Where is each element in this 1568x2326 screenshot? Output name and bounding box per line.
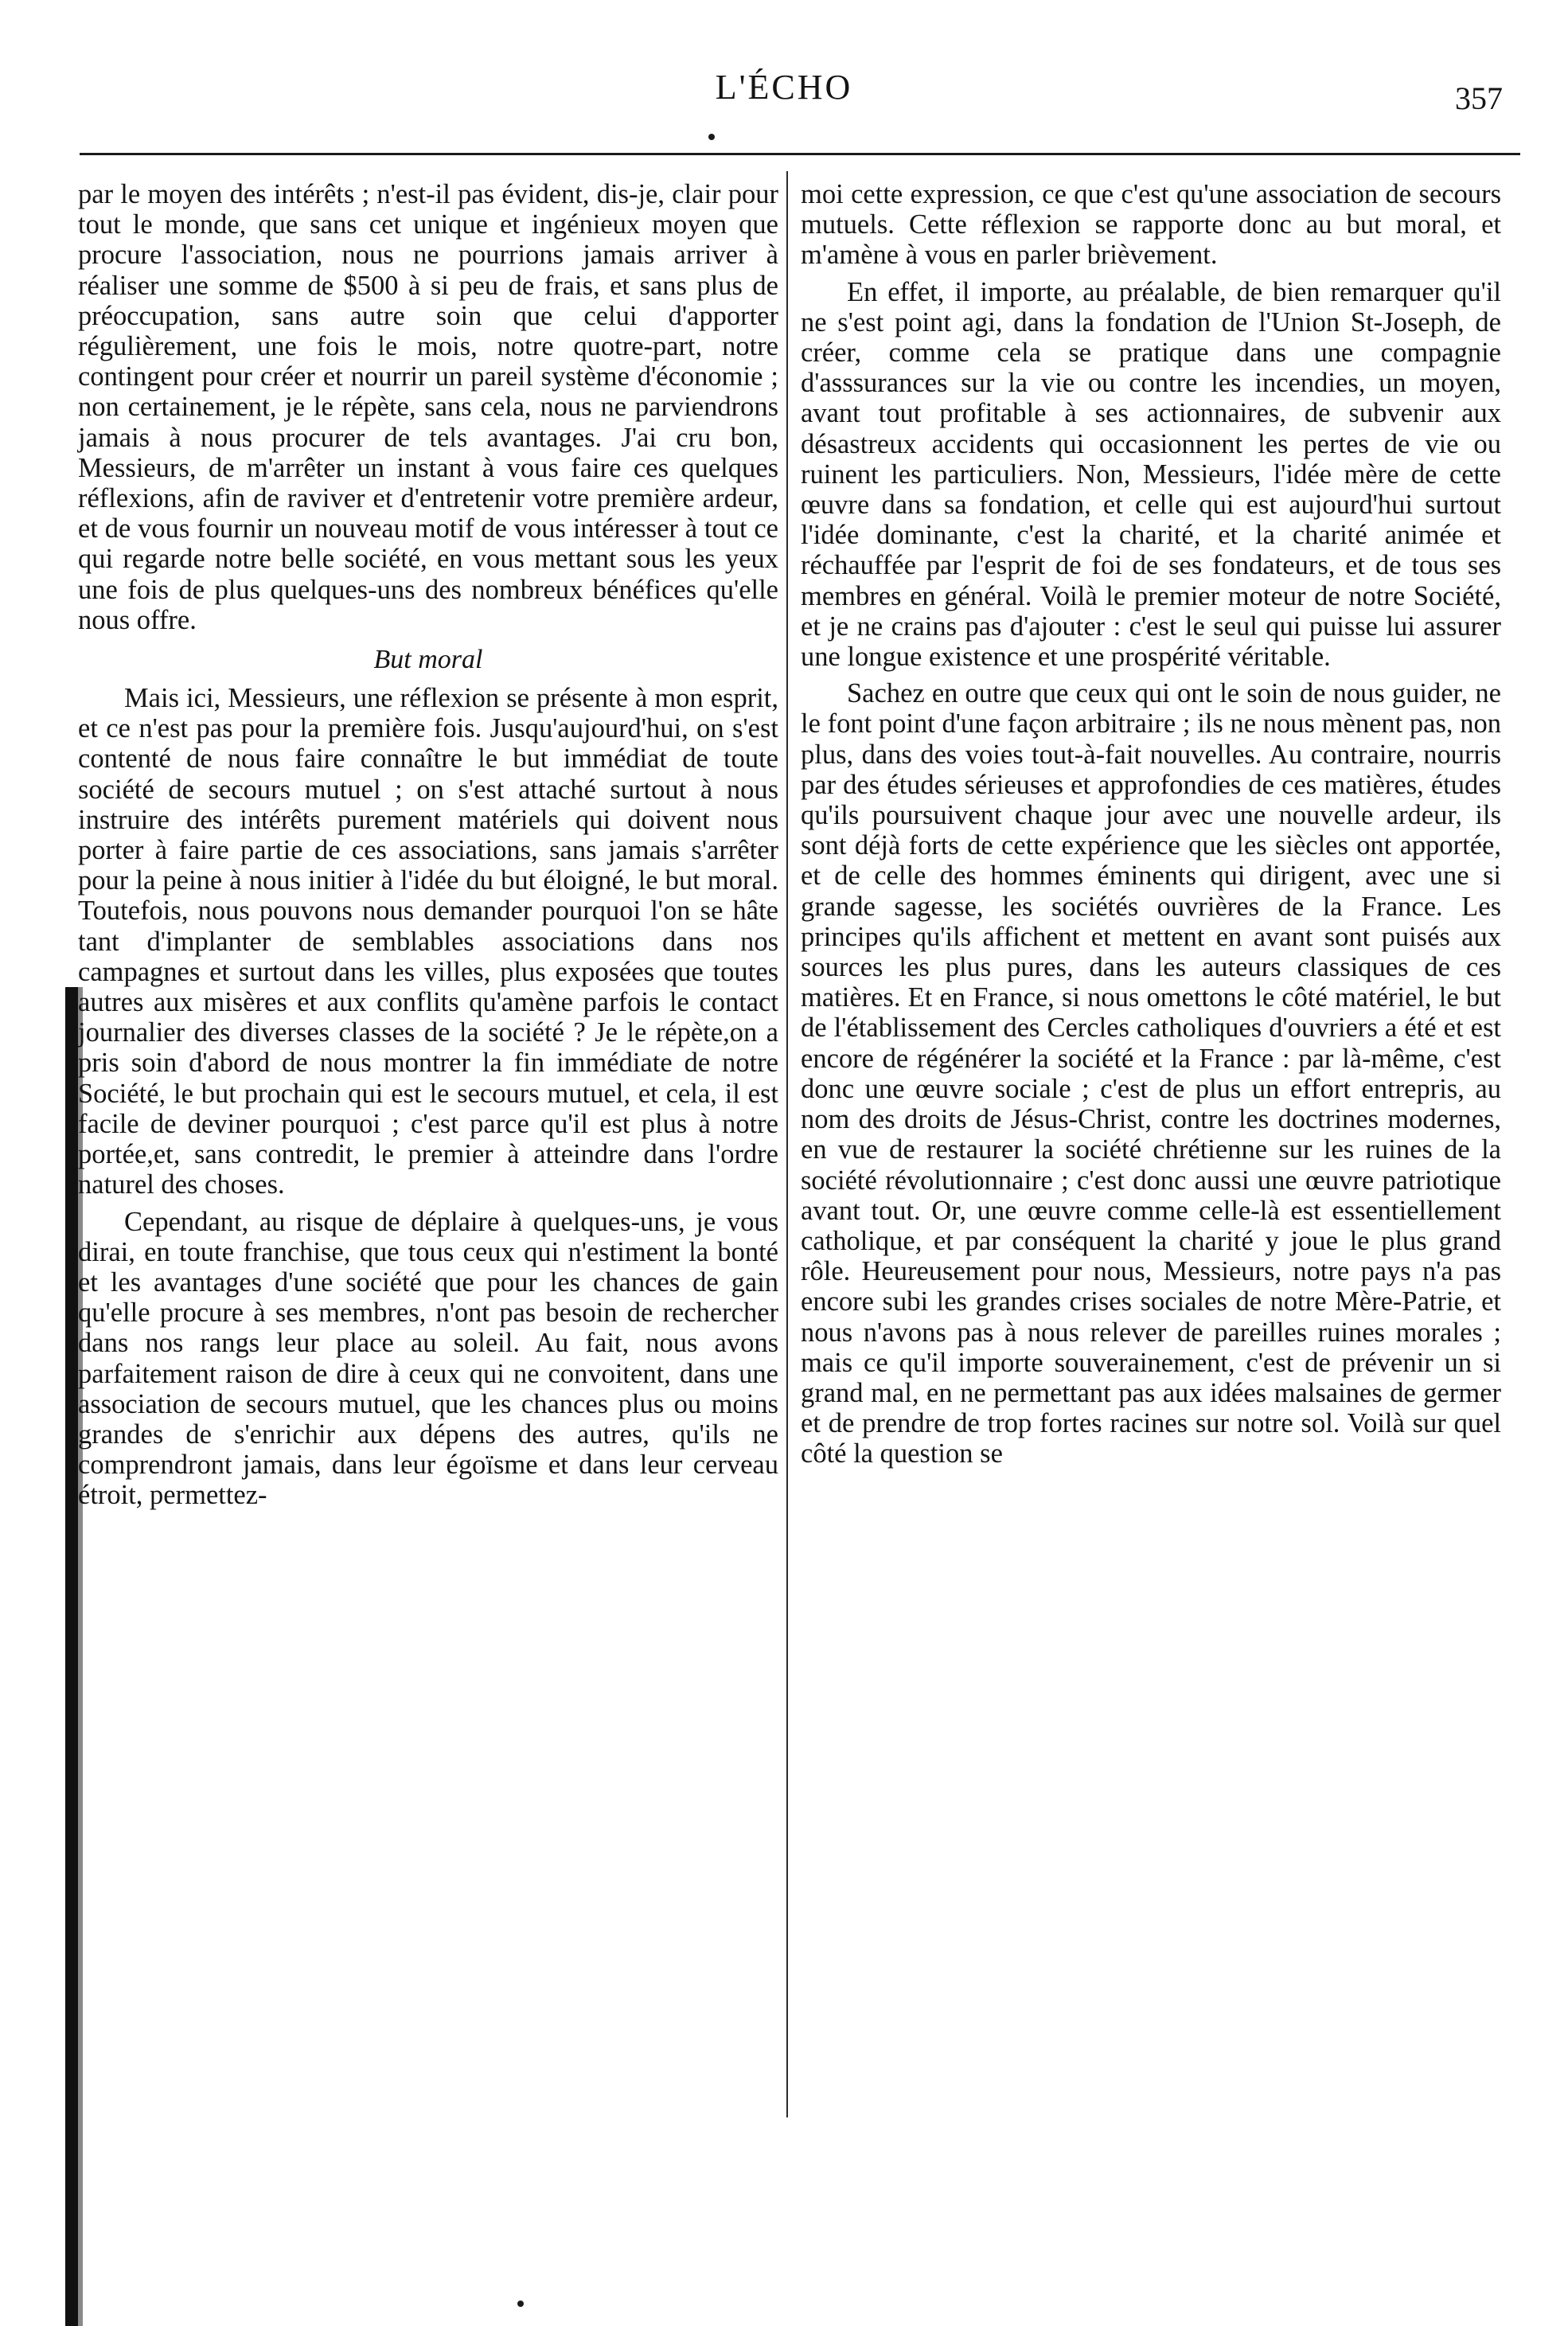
page-number: 357 — [1455, 80, 1503, 116]
right-paragraph-3: Sachez en outre que ceux qui ont le soin de nous guider, ne le font point d'une façon arbitraire ; ils ne nous mènent pas, non plus, dans des voies tout-à-fait nouvelles. Au contraire, nourris par des études sérieuses et approfondies de ces matières, études qu'ils poursuivent chaque jour avec une nouvelle ardeur, ils sont déjà forts de cette expérience que les siècles ont apportée, et de celle des hommes éminents qui dirigent, avec une si grande sagesse, les sociétés ouvrières de la France. Les principes qu'ils affichent et mettent en avant sont puisés aux sources les plus pures, dans les auteurs classiques de ces matières. Et en France, si nous omettons le côté matériel, le but de l'établissement des Cercles catholiques d'ouvriers a été et est encore de régénérer la société et la France : par là-même, c'est donc une œuvre sociale ; c'est de plus un effort entrepris, au nom des droits de Jésus-Christ, contre les doctrines modernes, en vue de restaurer la société chrétienne sur les ruines de la société révolutionnaire ; c'est donc aussi une œuvre patriotique avant tout. Or, une œuvre comme celle-là est essentiellement catholique, et par conséquent la charité y joue le plus grand rôle. Heureusement pour nous, Messieurs, notre pays n'a pas encore subi les grandes crises sociales de notre Mère-Patrie, et nous n'avons pas à nous relever de pareilles ruines morales ; mais ce qu'il importe souverainement, c'est de prévenir un si grand mal, en ne permettant pas aux idées malsaines de germer et de prendre de trop fortes racines sur notre sol. Voilà sur quel côté la question se — [801, 678, 1501, 1469]
print-speck — [517, 2301, 524, 2307]
right-paragraph-1: moi cette expression, ce que c'est qu'une association de secours mutuels. Cette réflexion se rapporte donc au but moral, et m'amène à vous en parler brièvement. — [801, 179, 1501, 271]
left-paragraph-1: par le moyen des intérêts ; n'est-il pas évident, dis-je, clair pour tout le monde, que sans cet unique et ingénieux moyen que procure l'association, nous ne pourrions jamais arriver à réaliser une somme de $500 à si peu de frais, et sans plus de préoccupation, sans autre soin que celui d'apporter régulièrement, une fois le mois, notre quotre-part, notre contingent pour créer et nourrir un pareil système d'économie ; non certainement, je le répète, sans cela, nous ne parviendrons jamais à nous procurer de tels avantages. J'ai cru bon, Messieurs, de m'arrêter un instant à vous faire ces quelques réflexions, afin de raviver et d'entretenir votre première ardeur, et de vous fournir un nouveau motif de vous intéresser à tout ce qui regarde notre belle société, en vous mettant sous les yeux une fois de plus quelques-uns des nombreux bénéfices qu'elle nous offre. — [78, 179, 778, 635]
column-divider — [786, 171, 788, 2117]
section-heading-but-moral: But moral — [373, 645, 483, 675]
left-paragraph-3: Cependant, au risque de déplaire à quelques-uns, je vous dirai, en toute franchise, que tous ceux qui n'estiment la bonté et les avantages d'une société que pour les chances de gain qu'elle procure à ses membres, n'ont pas besoin de rechercher dans nos rangs leur place au soleil. Au fait, nous avons parfaitement raison de dire à ceux qui ne convoitent, dans une association de secours mutuel, que les chances plus ou moins grandes de s'enrichir aux dépens des autres, qu'ils ne comprendront jamais, dans leur égoïsme et dans leur cerveau étroit, permettez- — [78, 1206, 778, 1511]
left-paragraph-2: Mais ici, Messieurs, une réflexion se présente à mon esprit, et ce n'est pas pour la première fois. Jusqu'aujourd'hui, on s'est contenté de nous faire connaître le but immédiat de toute société de secours mutuel ; on s'est attaché surtout à nous instruire des intérêts purement matériels qui doivent nous porter à faire partie de ces associations, sans jamais s'arrêter pour la peine à nous initier à l'idée du but éloigné, le but moral. Toutefois, nous pouvons nous demander pourquoi l'on se hâte tant d'implanter de semblables associations dans nos campagnes et surtout dans les villes, plus exposées que toutes autres aux misères et aux conflits qu'amène parfois le contact journalier des diverses classes de la société ? Je le répète,on a pris soin d'abord de nous montrer la fin immédiate de notre Société, le but prochain qui est le secours mutuel, et cela, il est facile de deviner pourquoi ; c'est parce qu'il est plus à notre portée,et, sans contredit, le premier à atteindre dans l'ordre naturel des choses. — [78, 683, 778, 1200]
left-column — [78, 179, 778, 1511]
print-speck — [708, 134, 715, 140]
running-title: L'ÉCHO — [715, 68, 853, 107]
header-rule — [80, 153, 1520, 155]
binding-shadow — [65, 987, 78, 2326]
right-column — [801, 179, 1501, 1469]
right-paragraph-2: En effet, il importe, au préalable, de bien remarquer qu'il ne s'est point agi, dans la fondation de l'Union St-Joseph, de créer, comme cela se pratique dans une compagnie d'asssurances sur la vie ou contre les incendies, un moyen, avant tout profitable à ses actionnaires, de subvenir aux désastreux accidents qui occasionnent les pertes de vie ou ruinent les particuliers. Non, Messieurs, l'idée mère de cette œuvre dans sa fondation, et celle qui est aujourd'hui surtout l'idée dominante, c'est la charité, et la charité animée et réchauffée par l'esprit de foi de ses fondateurs, et de tous ses membres en général. Voilà le premier moteur de notre Société, et je ne crains pas d'ajouter : c'est le seul qui puisse lui assurer une longue existence et une prospérité véritable. — [801, 276, 1501, 673]
